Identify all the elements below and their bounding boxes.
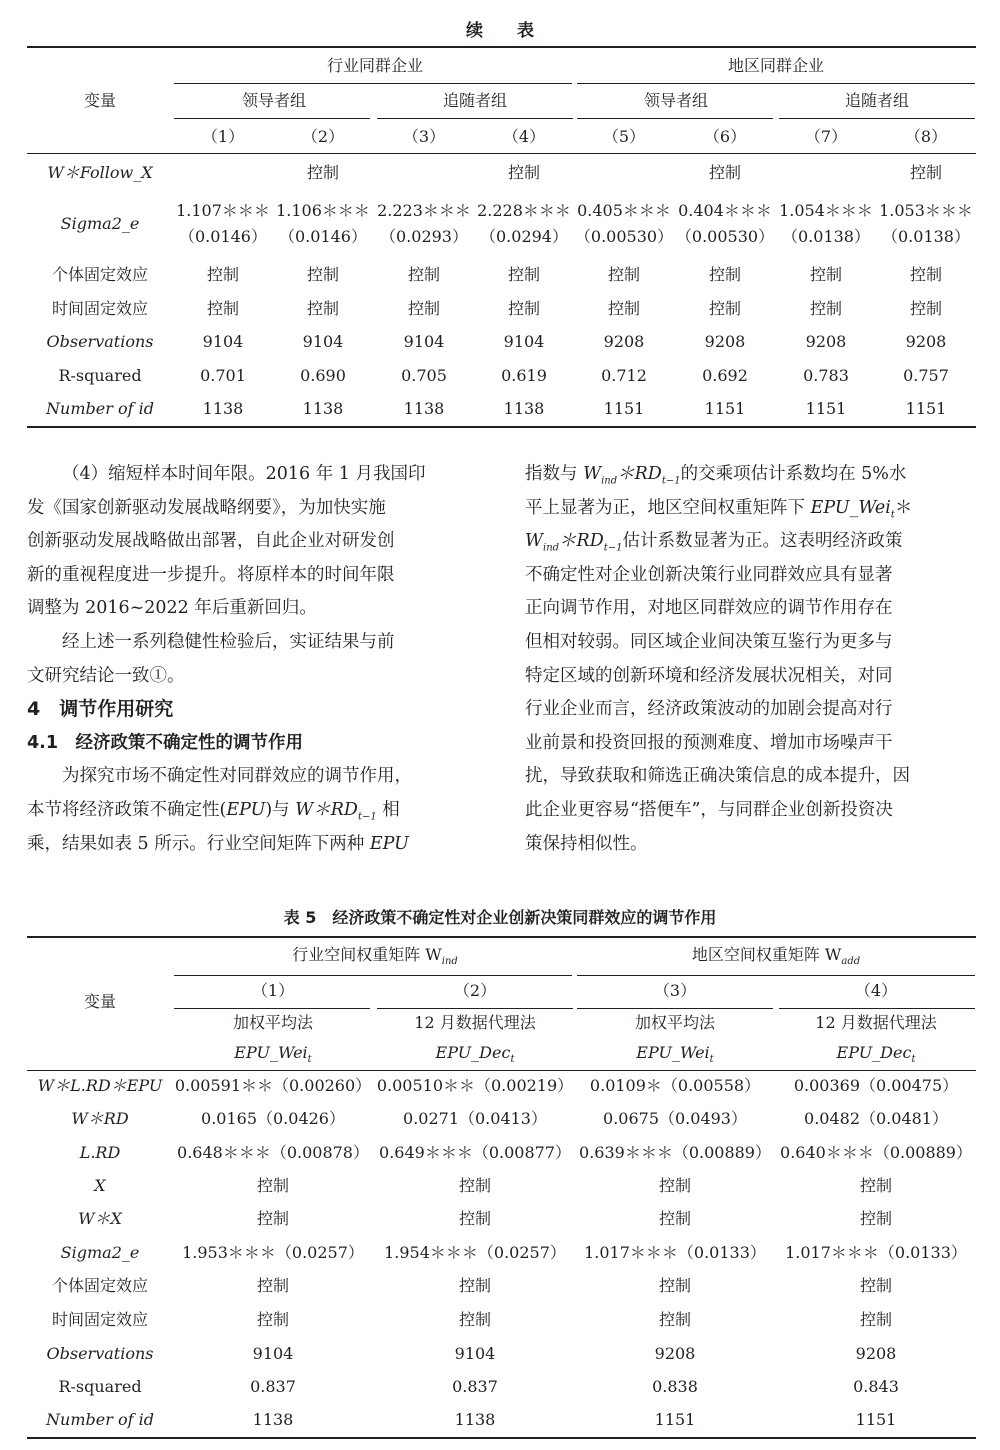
left-column-text (27, 458, 487, 861)
column-number: （1） (251, 981, 295, 1000)
group-header-industry: 行业同群企业 (326, 56, 424, 75)
row-label: X (94, 1176, 106, 1195)
subscript: t (911, 1054, 916, 1066)
table-cell: 1151 (855, 1410, 897, 1429)
method-label: 加权平均法 (634, 1013, 716, 1032)
text-line: 此企业更容易“搭便车”，与同群企业创新投资决 (525, 799, 893, 820)
text-run: 相 (382, 799, 400, 820)
table-cell: 0.648＊＊＊（0.00878） (177, 1143, 369, 1162)
text-run: 本节将经济政策不确定性( (27, 799, 227, 820)
row-label: W＊RD (71, 1109, 129, 1128)
table-cell: 控制 (306, 299, 340, 318)
table5-column-underline (779, 1008, 975, 1009)
table-cell: 9104 (202, 332, 244, 351)
table-cell: 0.619 (501, 366, 547, 385)
measure-label (234, 1043, 312, 1066)
table-top-rule (27, 46, 976, 48)
table-cell: 0.00591＊＊（0.00260） (174, 1076, 372, 1095)
row-label: 时间固定效应 (51, 1310, 149, 1329)
table-cell: 控制 (256, 1209, 290, 1228)
text-run: ＊RD (559, 531, 604, 552)
table-cell: 1151 (805, 399, 847, 418)
table-cell: 控制 (458, 1209, 492, 1228)
subscript: t (307, 1054, 312, 1066)
table-cell: 0.757 (903, 366, 949, 385)
text-line: 发《国家创新驱动发展战略纲要》，为加快实施 (27, 497, 386, 518)
text-line: 策保持相似性。 (525, 833, 648, 854)
table-cell: 9208 (654, 1344, 696, 1363)
text-run: )与 (265, 799, 290, 820)
table-cell: 1138 (403, 399, 445, 418)
subscript: t−1 (603, 542, 623, 554)
std-error-cell: （0.0138） (882, 227, 970, 246)
measure-label (836, 1043, 916, 1066)
table-cell: 0.0675（0.0493） (603, 1109, 747, 1128)
column-number: （1） (201, 127, 245, 146)
std-error-cell: （0.00530） (675, 227, 775, 246)
std-error-cell: （0.0146） (279, 227, 367, 246)
coefficient-cell: 2.223＊＊＊ (377, 201, 471, 220)
text-run: W (583, 464, 602, 484)
measure-text: EPU_Dec (836, 1043, 912, 1062)
coefficient-cell: 2.228＊＊＊ (477, 201, 571, 220)
group-header-region: 地区同群企业 (727, 56, 825, 75)
column-number: （3） (402, 127, 446, 146)
table-cell: 控制 (507, 265, 541, 284)
table-cell: 1.017＊＊＊（0.0133） (584, 1243, 766, 1262)
row-label: Observations (46, 332, 154, 351)
sub-underline-1 (174, 118, 370, 119)
sub-underline-4 (779, 118, 975, 119)
column-number: （2） (453, 981, 497, 1000)
text-line (525, 525, 985, 559)
text-line: 为探究市场不确定性对同群效应的调节作用， (62, 766, 412, 787)
group-header-text: 行业空间权重矩阵 W (292, 945, 442, 964)
table-cell: 1138 (252, 1410, 294, 1429)
row-label: R-squared (58, 366, 142, 385)
row-label: L.RD (79, 1143, 121, 1162)
text-line: 但相对较弱。同区域企业间决策互鉴行为更多与 (525, 631, 893, 652)
table5-column-underline (377, 1008, 573, 1009)
column-number: （6） (703, 127, 747, 146)
table-cell: 9104 (252, 1344, 294, 1363)
method-label: 12 月数据代理法 (414, 1013, 536, 1032)
table-cell: 控制 (859, 1209, 893, 1228)
row-label: W＊X (78, 1209, 122, 1228)
table5-top-rule (27, 936, 976, 938)
sub-underline-2 (377, 118, 573, 119)
table-cell: 控制 (658, 1209, 692, 1228)
table-cell: 控制 (256, 1276, 290, 1295)
table5-group-underline-region (577, 975, 975, 976)
row-label: 个体固定效应 (51, 265, 149, 284)
column-number: （5） (602, 127, 646, 146)
sub-header-region-leader: 领导者组 (643, 91, 709, 110)
table-cell: 控制 (658, 1176, 692, 1195)
method-label: 加权平均法 (232, 1013, 314, 1032)
text-line: 新的重视程度进一步提升。将原样本的时间年限 (27, 564, 395, 585)
table5-bottom-rule (27, 1437, 976, 1439)
text-line: 经上述一系列稳健性检验后，实证结果与前 (62, 631, 395, 652)
text-line: 业前景和投资回报的预测难度、增加市场噪声干 (525, 732, 893, 753)
text-run: 平上显著为正，地区空间权重矩阵下 (525, 497, 805, 518)
table5-group-underline-industry (174, 975, 572, 976)
table-cell: 0.00369（0.00475） (793, 1076, 959, 1095)
table-cell: 9208 (855, 1344, 897, 1363)
column-number: （3） (653, 981, 697, 1000)
section-heading-4-1: 4.1 经济政策不确定性的调节作用 (27, 732, 303, 753)
table-cell: 控制 (909, 163, 943, 182)
sub-underline-3 (577, 118, 773, 119)
table-cell: 0.705 (401, 366, 447, 385)
text-run: EPU_Wei (810, 497, 891, 518)
subscript: add (841, 956, 861, 968)
table-cell: 控制 (708, 163, 742, 182)
column-number: （4） (854, 981, 898, 1000)
table-cell: 1151 (654, 1410, 696, 1429)
table-bottom-rule (27, 426, 976, 428)
row-label: Number of id (46, 399, 154, 418)
coefficient-cell: 1.053＊＊＊ (879, 201, 973, 220)
column-number: （8） (904, 127, 948, 146)
row-label: Observations (46, 1344, 154, 1363)
table-cell: 0.640＊＊＊（0.00889） (780, 1143, 972, 1162)
text-line: 调整为 2016~2022 年后重新回归。 (27, 598, 317, 619)
std-error-cell: （0.00530） (574, 227, 674, 246)
table-cell: 控制 (458, 1276, 492, 1295)
table-cell: 9104 (454, 1344, 496, 1363)
column-number: （7） (804, 127, 848, 146)
text-line: 正向调节作用，对地区同群效应的调节作用存在 (525, 598, 893, 619)
coefficient-cell: 0.405＊＊＊ (577, 201, 671, 220)
row-label: 时间固定效应 (51, 299, 149, 318)
table-cell: 控制 (458, 1176, 492, 1195)
text-run: 指数与 (525, 464, 578, 484)
table-cell: 控制 (507, 299, 541, 318)
table-cell: 0.692 (702, 366, 748, 385)
table-cell: 1.954＊＊＊（0.0257） (384, 1243, 566, 1262)
measure-label (636, 1043, 714, 1066)
right-column-text (525, 458, 985, 861)
table-cell: 0.838 (652, 1377, 698, 1396)
text-run: EPU (226, 799, 266, 820)
coefficient-cell: 1.106＊＊＊ (276, 201, 370, 220)
table-cell: 0.837 (250, 1377, 296, 1396)
subscript: t (890, 509, 895, 521)
table-cell: 控制 (859, 1310, 893, 1329)
subscript: t−1 (357, 811, 377, 823)
subscript: t (709, 1054, 714, 1066)
table-cell: 控制 (407, 265, 441, 284)
continued-table-title: 续 表 (466, 21, 534, 41)
table-cell: 0.690 (300, 366, 346, 385)
sub-header-industry-leader: 领导者组 (241, 91, 307, 110)
sub-header-region-follower: 追随者组 (844, 91, 910, 110)
table-cell: 1.953＊＊＊（0.0257） (182, 1243, 364, 1262)
table-cell: 9208 (603, 332, 645, 351)
table-cell: 1151 (603, 399, 645, 418)
table-cell: 9208 (805, 332, 847, 351)
table-cell: 控制 (206, 265, 240, 284)
subscript: ind (601, 475, 618, 487)
row-label: Number of id (46, 1410, 154, 1429)
column-number: （2） (301, 127, 345, 146)
row-label: Sigma2_e (60, 1243, 140, 1262)
table-cell: 控制 (658, 1310, 692, 1329)
table-cell: 控制 (507, 163, 541, 182)
measure-text: EPU_Wei (234, 1043, 308, 1062)
coefficient-cell: 1.054＊＊＊ (779, 201, 873, 220)
table5-group-header-industry (292, 945, 458, 968)
text-line: 创新驱动发展战略做出部署，自此企业对研发创 (27, 531, 395, 552)
table-cell: 控制 (607, 299, 641, 318)
table-cell: 0.843 (853, 1377, 899, 1396)
std-error-cell: （0.0146） (179, 227, 267, 246)
text-line: （4）缩短样本时间年限。2016 年 1 月我国印 (62, 464, 426, 484)
table-cell: 0.0271（0.0413） (403, 1109, 547, 1128)
table-cell: 1138 (503, 399, 545, 418)
table-cell: 控制 (658, 1276, 692, 1295)
table5-column-underline (174, 1008, 370, 1009)
table5-header-rule (27, 1070, 976, 1071)
text-line: 文研究结论一致①。 (27, 665, 185, 686)
text-line (27, 794, 487, 828)
row-label: 个体固定效应 (51, 1276, 149, 1295)
table-cell: 0.837 (452, 1377, 498, 1396)
table-cell: 控制 (859, 1176, 893, 1195)
text-line: 行业企业而言，经济政策波动的加剧会提高对行 (525, 699, 893, 720)
table-cell: 0.712 (601, 366, 647, 385)
table-cell: 控制 (306, 265, 340, 284)
measure-text: EPU_Dec (435, 1043, 511, 1062)
coefficient-cell: 1.107＊＊＊ (176, 201, 270, 220)
text-run: W (525, 531, 543, 552)
table5-caption: 表 5 经济政策不确定性对企业创新决策同群效应的调节作用 (283, 908, 717, 927)
group-underline-industry (174, 83, 572, 84)
std-error-cell: （0.0294） (480, 227, 568, 246)
table-cell: 1138 (302, 399, 344, 418)
table-cell: 控制 (809, 299, 843, 318)
table-cell: 0.00510＊＊（0.00219） (376, 1076, 574, 1095)
table5-column-underline (577, 1008, 773, 1009)
text-run: ＊RD (617, 464, 662, 484)
table-cell: 控制 (909, 299, 943, 318)
table-cell: 控制 (407, 299, 441, 318)
sub-header-industry-follower: 追随者组 (442, 91, 508, 110)
text-run: 乘，结果如表 5 所示。行业空间矩阵下两种 (27, 833, 365, 854)
variable-header: 变量 (83, 91, 117, 110)
subscript: t−1 (661, 475, 681, 487)
text-line: 特定区域的创新环境和经济发展状况相关，对同 (525, 665, 893, 686)
table-cell: 控制 (607, 265, 641, 284)
text-run: EPU (369, 833, 409, 854)
table-cell: 控制 (256, 1310, 290, 1329)
table-cell: 0.0165（0.0426） (201, 1109, 345, 1128)
coefficient-cell: 0.404＊＊＊ (678, 201, 772, 220)
row-label: W＊Follow_X (47, 163, 153, 182)
text-line: 不确定性对企业创新决策行业同群效应具有显著 (525, 564, 893, 585)
text-run: 估计系数显著为正。这表明经济政策 (622, 531, 903, 552)
table5-group-header-region (691, 945, 861, 968)
table-cell: 控制 (708, 299, 742, 318)
table-cell: 0.701 (200, 366, 246, 385)
text-run: ＊ (894, 497, 913, 518)
measure-text: EPU_Wei (636, 1043, 710, 1062)
table-header-rule (27, 153, 976, 154)
table-cell: 9104 (302, 332, 344, 351)
text-line (525, 458, 985, 492)
table-cell: 控制 (458, 1310, 492, 1329)
text-line: 扰，导致获取和筛选正确决策信息的成本提升，因 (525, 766, 910, 787)
table-cell: 1138 (454, 1410, 496, 1429)
table-cell: 控制 (809, 265, 843, 284)
table5-variable-header: 变量 (83, 992, 117, 1011)
text-run: 的交乘项估计系数均在 5%水 (680, 464, 907, 484)
method-label: 12 月数据代理法 (815, 1013, 937, 1032)
table-cell: 控制 (256, 1176, 290, 1195)
text-line (27, 828, 487, 862)
table-cell: 控制 (708, 265, 742, 284)
table-cell: 1.017＊＊＊（0.0133） (785, 1243, 967, 1262)
table-cell: 控制 (206, 299, 240, 318)
table-cell: 0.783 (803, 366, 849, 385)
table-cell: 控制 (909, 265, 943, 284)
table-cell: 0.0482（0.0481） (804, 1109, 948, 1128)
table-cell: 控制 (859, 1276, 893, 1295)
row-label: Sigma2_e (60, 214, 140, 233)
std-error-cell: （0.0138） (782, 227, 870, 246)
table-cell: 0.639＊＊＊（0.00889） (579, 1143, 771, 1162)
table-cell: 9104 (503, 332, 545, 351)
row-label: W＊L.RD＊EPU (37, 1076, 163, 1095)
subscript: ind (441, 956, 458, 968)
std-error-cell: （0.0293） (380, 227, 468, 246)
table-cell: 9208 (704, 332, 746, 351)
section-heading-4: 4 调节作用研究 (27, 698, 174, 721)
table-cell: 9208 (905, 332, 947, 351)
subscript: t (510, 1054, 515, 1066)
measure-label (435, 1043, 515, 1066)
group-header-text: 地区空间权重矩阵 W (691, 945, 842, 964)
table-cell: 控制 (306, 163, 340, 182)
row-label: R-squared (58, 1377, 142, 1396)
table-cell: 0.649＊＊＊（0.00877） (379, 1143, 571, 1162)
table-cell: 9104 (403, 332, 445, 351)
table-cell: 1151 (905, 399, 947, 418)
text-run: W＊RD (295, 799, 358, 820)
text-line (525, 492, 985, 526)
subscript: ind (543, 542, 560, 554)
table-cell: 1138 (202, 399, 244, 418)
table-cell: 1151 (704, 399, 746, 418)
column-number: （4） (502, 127, 546, 146)
group-underline-region (577, 83, 975, 84)
table-cell: 0.0109＊（0.00558） (589, 1076, 761, 1095)
